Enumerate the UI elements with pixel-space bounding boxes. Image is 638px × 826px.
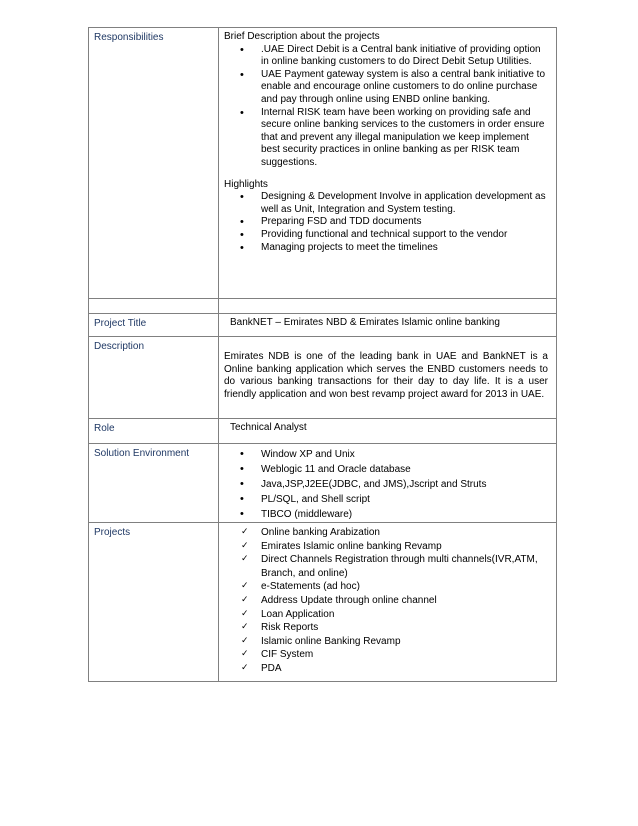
row-solution-environment (89, 444, 557, 523)
list-item: • Java,JSP,J2EE(JDBC, and JMS),Jscript and Struts (224, 477, 548, 492)
list-item: • Designing & Development Involve in application development as well as Unit, Integration and System testing. (224, 191, 548, 216)
list-item: ✓ e-Statements (ad hoc) (224, 580, 548, 594)
role-value: Technical Analyst (219, 419, 557, 444)
responsibilities-label: Responsibilities (89, 28, 219, 299)
row-projects (89, 523, 557, 682)
row-project-title (89, 314, 557, 337)
responsibilities-list (224, 44, 548, 170)
list-item: ✓ Direct Channels Registration through multi channels(IVR,ATM, Branch, and online) (224, 553, 548, 580)
list-item: ✓ PDA (224, 662, 548, 676)
list-item: ✓ Islamic online Banking Revamp (224, 635, 548, 649)
list-item: • UAE Payment gateway system is also a central bank initiative to enable and encourage online customers to do online purchase and pay through online using ENBD online banking. (224, 69, 548, 107)
list-item: ✓ Online banking Arabization (224, 526, 548, 540)
list-item: • Preparing FSD and TDD documents (224, 216, 548, 229)
responsibilities-intro: Brief Description about the projects (224, 31, 380, 42)
highlights-list (224, 191, 548, 254)
project-details-table (88, 27, 557, 682)
list-item: ✓ Risk Reports (224, 621, 548, 635)
spacer-cell (89, 299, 219, 314)
row-description (89, 337, 557, 419)
project-title-value: BankNET – Emirates NBD & Emirates Islamic online banking (219, 314, 557, 337)
list-item: ✓ Address Update through online channel (224, 594, 548, 608)
description-text: Emirates NDB is one of the leading bank in UAE and BankNET is a Online banking application which serves the ENBD customers needs to do various banking transactions for their day to day life. It is a user friendly application and won best revamp project award for 2013 in UAE. (224, 351, 548, 400)
spacer-cell (219, 299, 557, 314)
list-item: • Weblogic 11 and Oracle database (224, 462, 548, 477)
list-item: • PL/SQL, and Shell script (224, 492, 548, 507)
highlights-title: Highlights (224, 178, 268, 190)
description-value (219, 337, 557, 419)
solution-environment-value (219, 444, 557, 523)
solution-environment-list (224, 447, 548, 522)
list-item: • Internal RISK team have been working on providing safe and secure online banking services to the customers in order ensure that and prevent any illegal manipulation we keep implement best security practices in online banking as per RISK team suggestions. (224, 107, 548, 170)
responsibilities-value (219, 28, 557, 299)
list-item: ✓ CIF System (224, 648, 548, 662)
list-item: • Managing projects to meet the timelines (224, 242, 548, 255)
projects-label: Projects (89, 523, 219, 682)
row-role (89, 419, 557, 444)
projects-list (224, 526, 548, 676)
list-item: • .UAE Direct Debit is a Central bank initiative of providing option in online banking customers to do Direct Debit Setup Utilities. (224, 44, 548, 69)
row-spacer (89, 299, 557, 314)
projects-value (219, 523, 557, 682)
row-responsibilities (89, 28, 557, 299)
solution-environment-label: Solution Environment (89, 444, 219, 523)
list-item: • Window XP and Unix (224, 447, 548, 462)
list-item: ✓ Loan Application (224, 608, 548, 622)
project-title-label: Project Title (89, 314, 219, 337)
role-label: Role (89, 419, 219, 444)
list-item: ✓ Emirates Islamic online banking Revamp (224, 540, 548, 554)
description-label: Description (89, 337, 219, 419)
list-item: • TIBCO (middleware) (224, 507, 548, 522)
list-item: • Providing functional and technical support to the vendor (224, 229, 548, 242)
